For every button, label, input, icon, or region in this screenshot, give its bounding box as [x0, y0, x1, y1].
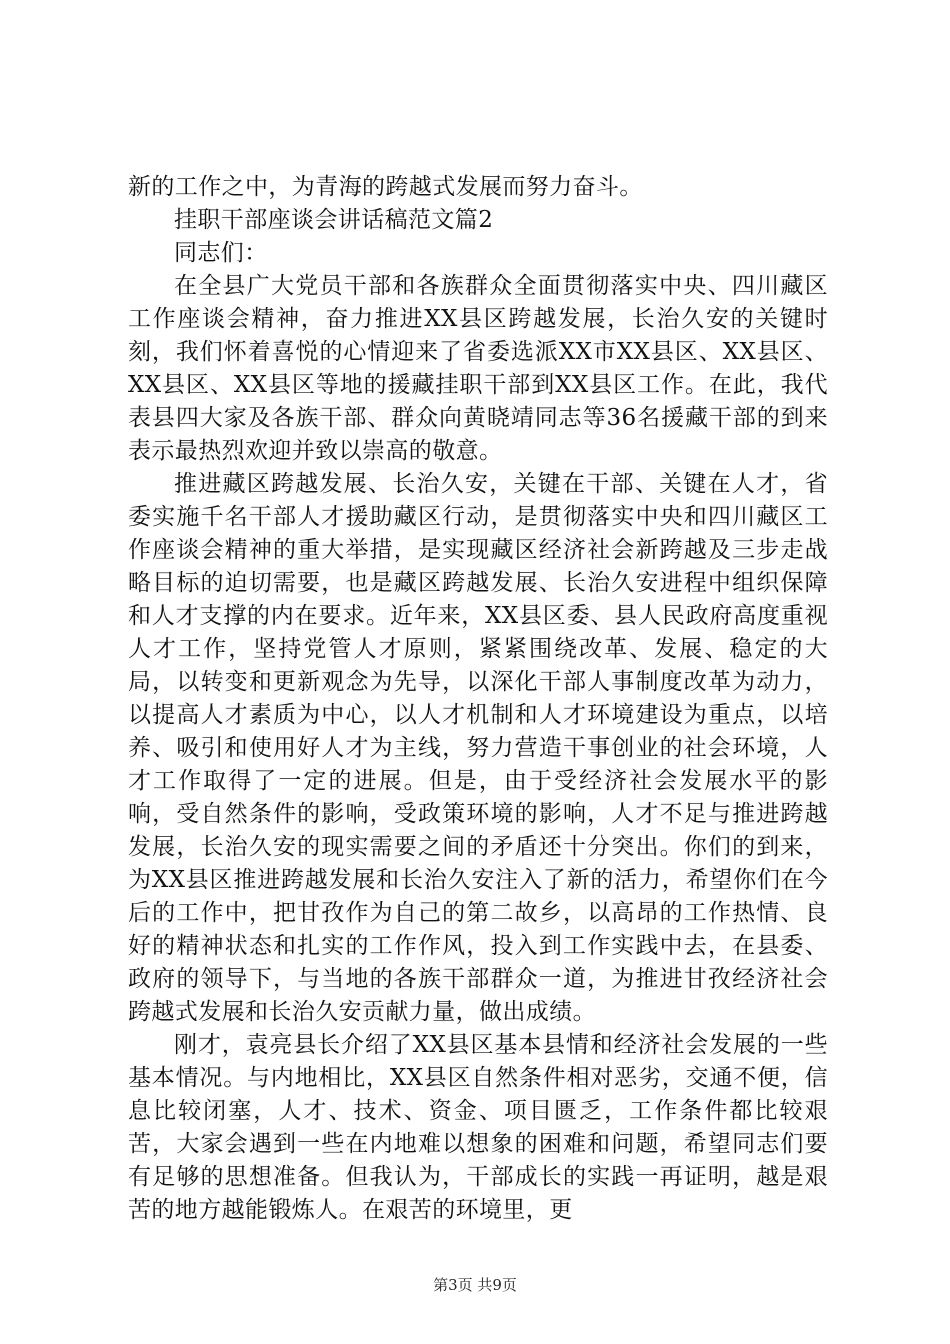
paragraph-continuation: 新的工作之中，为青海的跨越式发展而努力奋斗。	[128, 174, 643, 200]
paragraph: 推进藏区跨越发展、长治久安，关键在干部、关键在人才，省委实施千名干部人才援助藏区行动，是贯彻落实中央和四川藏区工作座谈会精神的重大举措，是实现藏区经济社会新跨越及三步走战略目标的迫切需要，也是藏区跨越发展、长治久安进程中组织保障和人才支撑的内在要求。近年来，XX县区委、县人民政府高度重视人才工作，坚持党管人才原则，紧紧围绕改革、发展、稳定的大局，以转变和更新观念为先导，以深化干部人事制度改革为动力，以提高人才素质为中心，以人才机制和人才环境建设为重点，以培养、吸引和使用好人才为主线，努力营造干事创业的社会环境，人才工作取得了一定的进展。但是，由于受经济社会发展水平的影响，受自然条件的影响，受政策环境的影响，人才不足与推进跨越发展，长治久安的现实需要之间的矛盾还十分突出。你们的到来，为XX县区推进跨越发展和长治久安注入了新的活力，希望你们在今后的工作中，把甘孜作为自己的第二故乡，以高昂的工作热情、良好的精神状态和扎实的工作作风，投入到工作实践中去，在县委、政府的领导下，与当地的各族干部群众一道，为推进甘孜经济社会跨越式发展和长治久安贡献力量，做出成绩。	[128, 471, 828, 1025]
section-heading: 挂职干部座谈会讲话稿范文篇2	[174, 207, 494, 233]
paragraph: 在全县广大党员干部和各族群众全面贯彻落实中央、四川藏区工作座谈会精神，奋力推进XX县区跨越发展，长治久安的关键时刻，我们怀着喜悦的心情迎来了省委选派XX市XX县区、XX县区、XX县区、XX县区等地的援藏挂职干部到XX县区工作。在此，我代表县四大家及各族干部、群众向黄晓靖同志等36名援藏干部的到来表示最热烈欢迎并致以崇高的敬意。	[128, 273, 828, 464]
page-footer: 第3页 共9页	[433, 1276, 517, 1294]
paragraph: 刚才，袁亮县长介绍了XX县区基本县情和经济社会发展的一些基本情况。与内地相比，XX县区自然条件相对恶劣，交通不便，信息比较闭塞，人才、技术、资金、项目匮乏，工作条件都比较艰苦，大家会遇到一些在内地难以想象的困难和问题，希望同志们要有足够的思想准备。但我认为，干部成长的实践一再证明，越是艰苦的地方越能锻炼人。在艰苦的环境里，更	[128, 1032, 828, 1223]
salutation: 同志们：	[174, 240, 268, 266]
document-body	[128, 171, 828, 1227]
